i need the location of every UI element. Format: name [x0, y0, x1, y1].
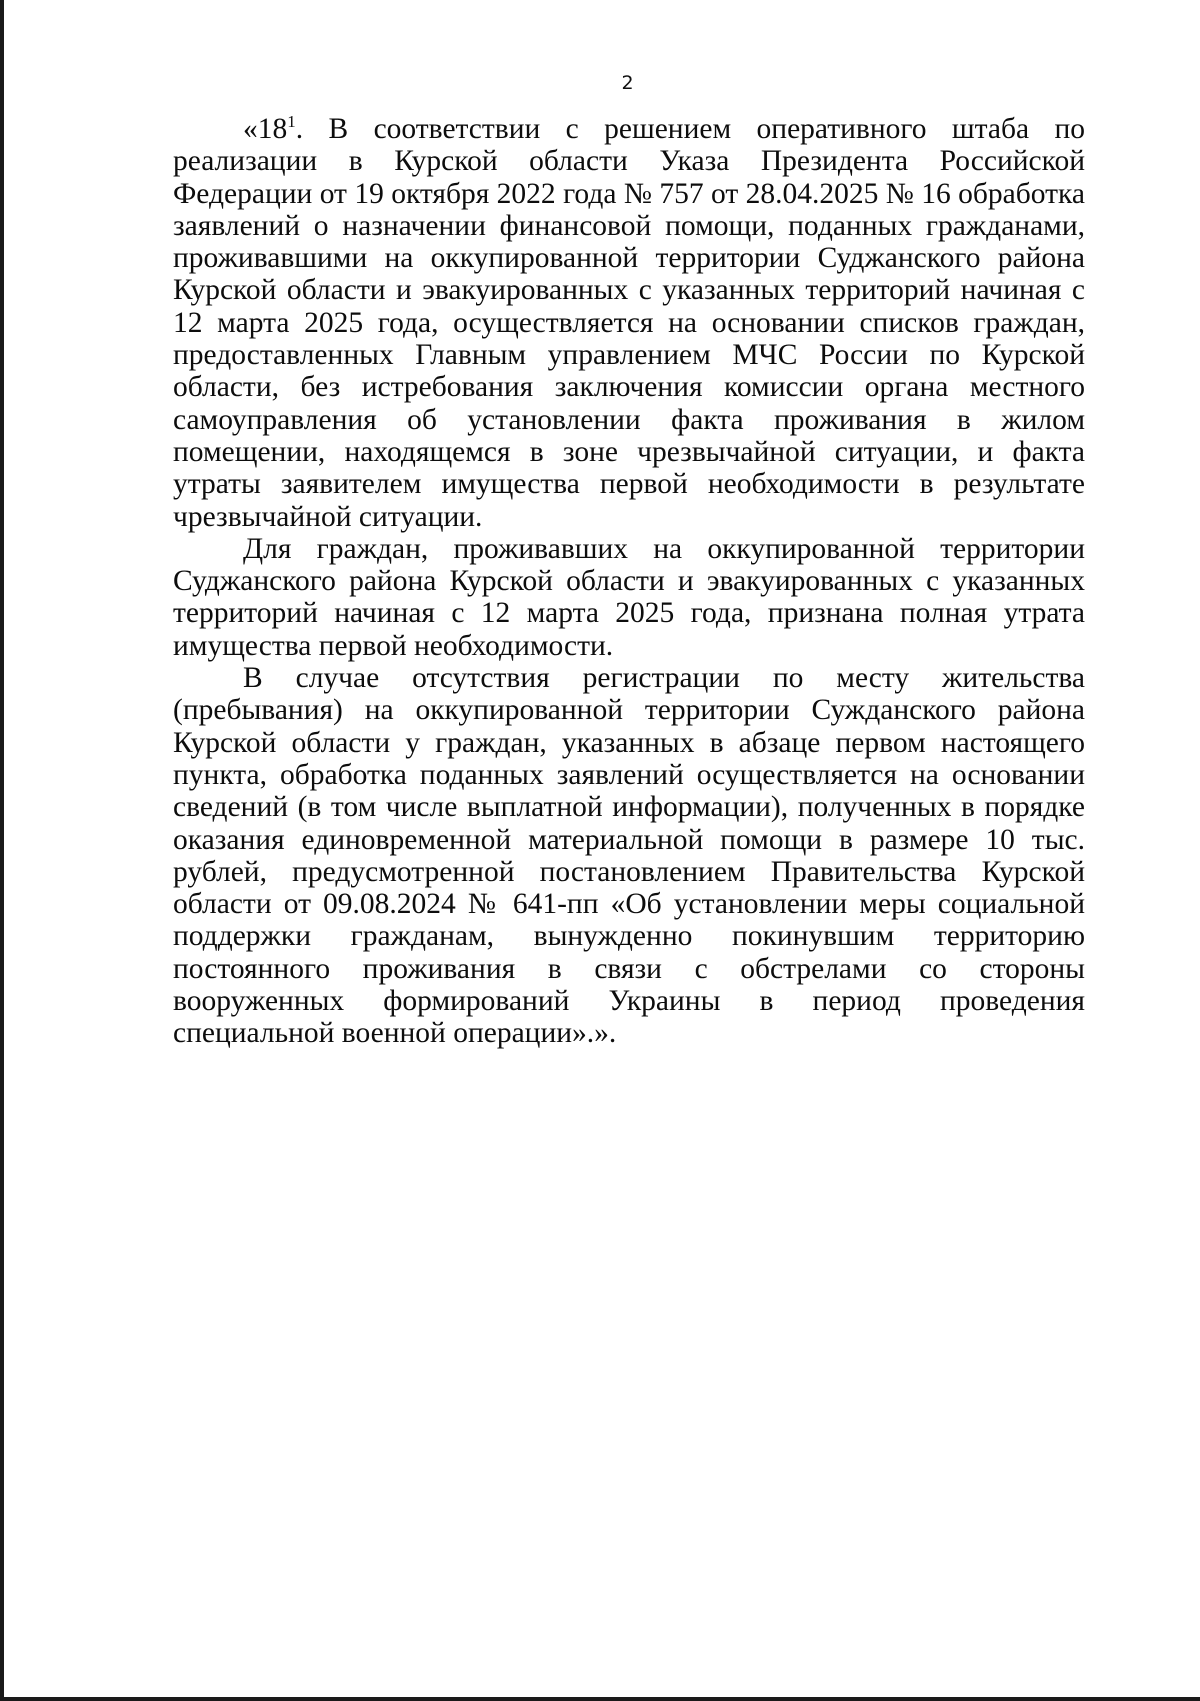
- paragraph-3: В случае отсутствия регистрации по месту жительства (пребывания) на оккупированной территории Сужданского района Курской области у граждан, указанных в абзаце первом настоящего пункта, обработка поданных заявлений осуществляется на основании сведений (в том числе выплатной информации), полученных в порядке оказания единовременной материальной помощи в размере 10 тыс. рублей, предусмотренной постановлением Правительства Курской области от 09.08.2024 № 641-пп «Об установлении меры социальной поддержки гражданам, вынужденно покинувшим территорию постоянного проживания в связи с обстрелами со стороны вооруженных формирований Украины в период проведения специальной военной операции».».: [173, 662, 1085, 1050]
- paragraph-1-superscript: 1: [287, 112, 296, 131]
- scan-bottom-edge: [0, 1697, 1200, 1701]
- page-number: 2: [621, 72, 634, 94]
- paragraph-1: [173, 113, 1085, 533]
- paragraph-2: Для граждан, проживавших на оккупированной территории Суджанского района Курской области и эвакуированных с указанных территорий начиная с 12 марта 2025 года, признана полная утрата имущества первой необходимости.: [173, 532, 1085, 662]
- scan-left-edge: [0, 0, 4, 1701]
- paragraph-1-number: «18: [243, 113, 288, 145]
- document-body: [173, 113, 1085, 1050]
- paragraph-1-text: . В соответствии с решением оперативного штаба по реализации в Курской области Указа Президента Российской Федерации от 19 октября 2022 года № 757 от 28.04.2025 № 16 обработка заявлений о назначении финансовой помощи, поданных гражданами, проживавшими на оккупированной территории Суджанского района Курской области и эвакуированных с указанных территорий начиная с 12 марта 2025 года, осуществляется на основании списков граждан, предоставленных Главным управлением МЧС России по Курской области, без истребования заключения комиссии органа местного самоуправления об установлении факта проживания в жилом помещении, находящемся в зоне чрезвычайной ситуации, и факта утраты заявителем имущества первой необходимости в результате чрезвычайной ситуации.: [173, 113, 1085, 533]
